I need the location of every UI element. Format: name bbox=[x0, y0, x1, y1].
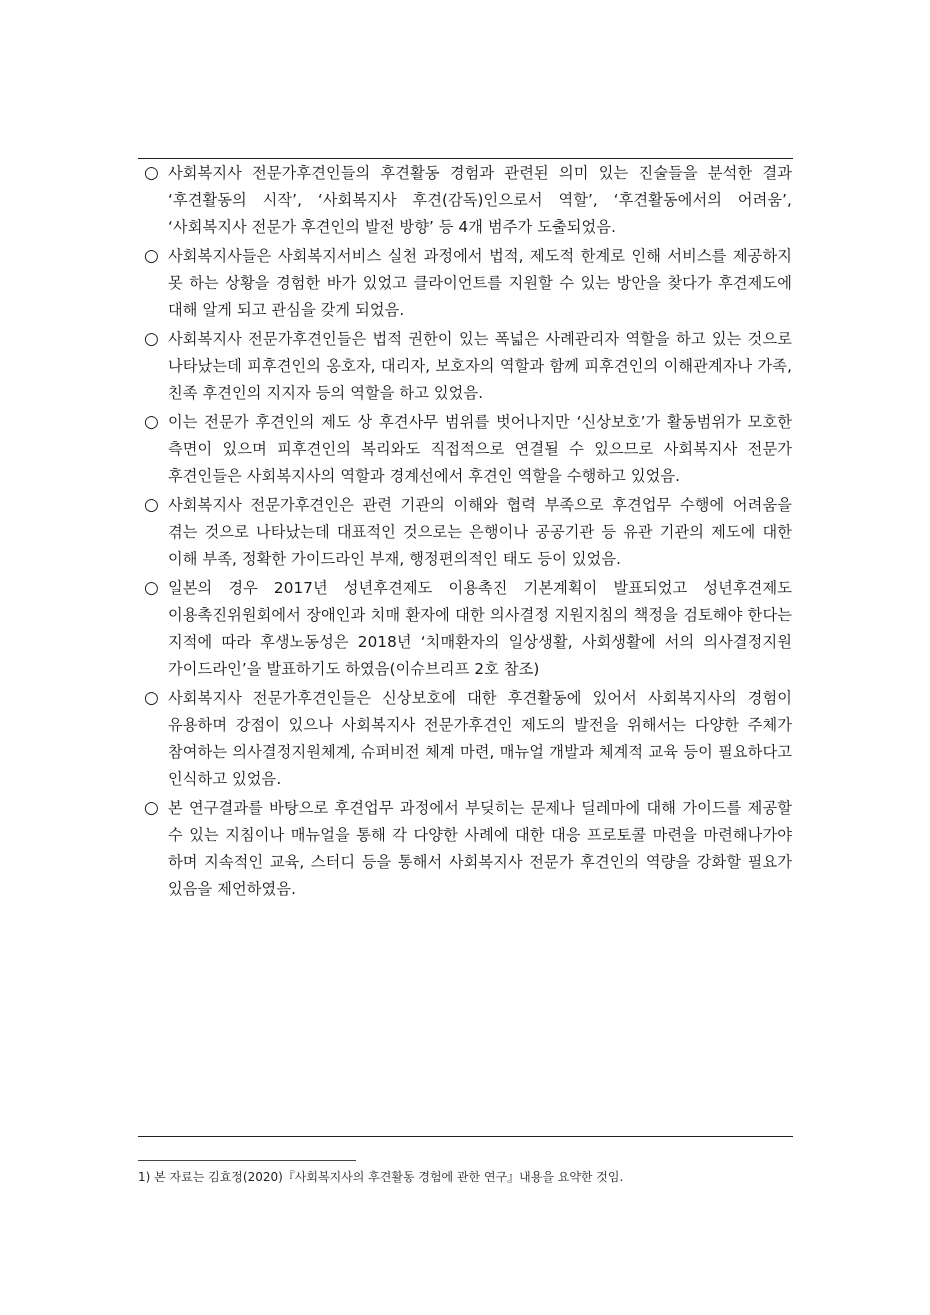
bullet-text: 본 연구결과를 바탕으로 후견업무 과정에서 부딪히는 문제나 딜레마에 대해 가이드를 제공할 수 있는 지침이나 매뉴얼을 통해 각 다양한 사례에 대한 대응 프로토콜 마련을 마련해나가야 하며 지속적인 교육, 스터디 등을 통해서 사회복지사 전문가 후견인의 역량을 강화할 필요가 있음을 제언하였음. bbox=[168, 799, 792, 898]
bullet-text: 일본의 경우 2017년 성년후견제도 이용촉진 기본계획이 발표되었고 성년후견제도 이용촉진위원회에서 장애인과 치매 환자에 대한 의사결정 지원지침의 책정을 검토해야 한다는 지적에 따라 후생노동성은 2018년 ‘치매환자의 일상생활, 사회생활에 서의 의사결정지원 가이드라인’을 발표하기도 하였음(이슈브리프 2호 참조) bbox=[168, 579, 792, 678]
bullet-text: 사회복지사 전문가후견인들은 법적 권한이 있는 폭넓은 사례관리자 역할을 하고 있는 것으로 나타났는데 피후견인의 옹호자, 대리자, 보호자의 역할과 함께 피후견인의 이해관계자나 가족, 친족 후견인의 지지자 등의 역할을 하고 있었음. bbox=[168, 330, 792, 402]
footnote-separator bbox=[138, 1160, 356, 1161]
list-item bbox=[142, 160, 792, 241]
list-item bbox=[142, 685, 792, 793]
summary-bullet-list bbox=[142, 160, 792, 905]
circle-bullet-icon: ○ bbox=[144, 412, 159, 432]
circle-bullet-icon: ○ bbox=[144, 329, 159, 349]
circle-bullet-icon: ○ bbox=[144, 578, 159, 598]
footnote: 1) 본 자료는 김효정(2020)『사회복지사의 후견활동 경험에 관한 연구』내용을 요약한 것임. bbox=[138, 1170, 624, 1184]
list-item bbox=[142, 575, 792, 683]
list-item bbox=[142, 492, 792, 573]
bullet-text: 사회복지사 전문가후견인들의 후견활동 경험과 관련된 의미 있는 진술들을 분석한 결과 ‘후견활동의 시작’, ‘사회복지사 후견(감독)인으로서 역할’, ‘후견활동에서의 어려움’, ‘사회복지사 전문가 후견인의 발전 방향’ 등 4개 범주가 도출되었음. bbox=[168, 164, 792, 236]
circle-bullet-icon: ○ bbox=[144, 798, 159, 818]
bullet-text: 사회복지사들은 사회복지서비스 실천 과정에서 법적, 제도적 한계로 인해 서비스를 제공하지 못 하는 상황을 경험한 바가 있었고 클라이언트를 지원할 수 있는 방안을 찾다가 후견제도에 대해 알게 되고 관심을 갖게 되었음. bbox=[168, 247, 792, 319]
bullet-text: 사회복지사 전문가후견인들은 신상보호에 대한 후견활동에 있어서 사회복지사의 경험이 유용하며 강점이 있으나 사회복지사 전문가후견인 제도의 발전을 위해서는 다양한 주체가 참여하는 의사결정지원체계, 슈퍼비전 체계 마련, 매뉴얼 개발과 체계적 교육 등이 필요하다고 인식하고 있었음. bbox=[168, 689, 792, 788]
top-divider bbox=[138, 158, 793, 159]
list-item bbox=[142, 795, 792, 903]
list-item bbox=[142, 243, 792, 324]
bottom-divider bbox=[138, 1136, 793, 1137]
circle-bullet-icon: ○ bbox=[144, 163, 159, 183]
list-item bbox=[142, 326, 792, 407]
circle-bullet-icon: ○ bbox=[144, 495, 159, 515]
bullet-text: 이는 전문가 후견인의 제도 상 후견사무 범위를 벗어나지만 ‘신상보호’가 활동범위가 모호한 측면이 있으며 피후견인의 복리와도 직접적으로 연결될 수 있으므로 사회복지사 전문가 후견인들은 사회복지사의 역할과 경계선에서 후견인 역할을 수행하고 있었음. bbox=[168, 413, 792, 485]
circle-bullet-icon: ○ bbox=[144, 246, 159, 266]
circle-bullet-icon: ○ bbox=[144, 688, 159, 708]
bullet-text: 사회복지사 전문가후견인은 관련 기관의 이해와 협력 부족으로 후견업무 수행에 어려움을 겪는 것으로 나타났는데 대표적인 것으로는 은행이나 공공기관 등 유관 기관의 제도에 대한 이해 부족, 정확한 가이드라인 부재, 행정편의적인 태도 등이 있었음. bbox=[168, 496, 792, 568]
list-item bbox=[142, 409, 792, 490]
